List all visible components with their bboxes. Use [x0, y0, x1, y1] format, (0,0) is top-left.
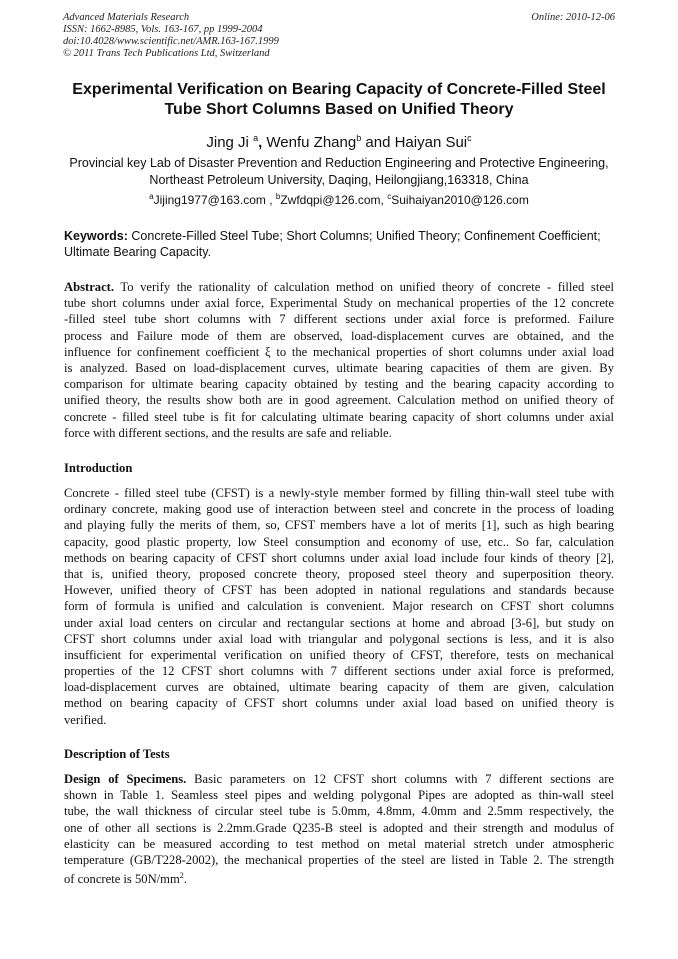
text-line: [64, 344, 614, 360]
authors: [0, 133, 678, 151]
text-line: [64, 409, 614, 425]
issn: ISSN: 1662-8985, Vols. 163-167, pp 1999-2004: [63, 24, 263, 35]
author-separator: ,: [258, 134, 263, 151]
line-text: one of other all sections is 2.2mm.Grade Q235-B steel is adopted and their strength and modulus of: [64, 820, 614, 835]
emails: [0, 192, 678, 207]
line-text: properties of the 12 CFST short columns with 7 different sections under axial force is preformed,: [64, 664, 614, 679]
line-text: verified.: [64, 712, 107, 727]
line-text: methods on bearing capacity of CFST short columns under axial load include four kinds of theory [2],: [64, 550, 614, 565]
keywords: [64, 228, 614, 260]
section-heading: Introduction: [64, 461, 133, 475]
author-sup: b: [356, 133, 362, 143]
keywords-text: Concrete-Filled Steel Tube; Short Columns; Unified Theory; Confinement Coefficient; Ultimate Bearing Capacity.: [64, 229, 601, 259]
affiliation-line: Provincial key Lab of Disaster Prevention and Reduction Engineering and Protective Engineering,: [69, 156, 609, 170]
text-line: [64, 376, 614, 392]
text-line: [64, 582, 614, 598]
journal-header: [63, 12, 279, 60]
section-heading: Description of Tests: [64, 747, 170, 761]
text-line: [64, 485, 614, 501]
text-line: [64, 803, 614, 819]
text-line: [64, 550, 614, 566]
line-text: CFST short columns under axial load with triangular and polygonal sections is less, and it is also: [64, 631, 614, 646]
text-line: [64, 787, 614, 803]
paper-title: [40, 80, 638, 120]
paragraph-lead: Abstract.: [64, 280, 115, 294]
email: Zwfdqpi@126.com,: [280, 193, 384, 207]
line-text: unified theory, the results show both are in good agreement. Calculation method on unified theory of: [64, 393, 614, 408]
text-line: [64, 311, 614, 327]
introduction-body: [64, 485, 614, 728]
text-line: [64, 820, 614, 836]
line-text: -filled steel tube short columns with 7 different sections under axial force is preformed. Failure: [64, 312, 614, 327]
line-text: capacity, good plastic property, low Steel consumption and economy of use, etc.. So far, calculation: [64, 534, 614, 549]
text-line: [64, 501, 614, 517]
line-text: load-displacement curves are obtained, ultimate bearing capacity of them are given, calculation: [64, 680, 614, 695]
affiliation-line: Northeast Petroleum University, Daqing, Heilongjiang,163318, China: [149, 173, 529, 187]
line-text: concrete - filled steel tube is fit for calculating ultimate bearing capacity of short columns under axial: [64, 409, 614, 424]
text-line: [64, 598, 614, 614]
line-text: elasticity can be measured according to test method on metal material stretch under atmospheric: [64, 836, 614, 851]
email-sup: b: [275, 192, 281, 201]
line-text: To verify the rationality of calculation method on unified theory of concrete - filled steel: [114, 280, 614, 294]
author: Wenfu Zhang: [266, 134, 357, 151]
text-line: [64, 425, 614, 441]
text-line: [64, 615, 614, 631]
line-text: tube short columns under axial force, Experimental Study on mechanical properties of the 12 concrete: [64, 296, 614, 311]
email-sup: c: [387, 192, 392, 201]
online-date: Online: 2010-12-06: [531, 12, 615, 23]
text-line: [64, 517, 614, 533]
text-line: [64, 360, 614, 376]
title-line: Experimental Verification on Bearing Capacity of Concrete-Filled Steel: [72, 81, 606, 98]
line-text: influence for confinement coefficient ξ to the mechanical properties of short columns under axial load: [64, 344, 614, 359]
author-sup: a: [253, 133, 259, 143]
email-sup: a: [149, 192, 154, 201]
line-text: form of formula is unified and calculation is convenient. Major research on CFST short columns: [64, 599, 614, 614]
author-sup: c: [467, 133, 472, 143]
text-line: [64, 836, 614, 852]
text-line: [64, 712, 614, 728]
doi: doi:10.4028/www.scientific.net/AMR.163-167.1999: [63, 36, 279, 47]
affiliation: [30, 155, 648, 189]
text-line: [64, 771, 614, 787]
author-separator: and: [365, 134, 391, 151]
text-line: [64, 279, 614, 295]
line-text: insufficient for experimental verification on unified theory of CFST, therefore, tests on mechanical: [64, 647, 614, 662]
text-line: [64, 566, 614, 582]
line-text: tube, the wall thickness of circular steel tube is 5.0mm, 4.8mm, 4.0mm and 2.5mm respectively, the: [64, 804, 614, 819]
abstract: [64, 279, 614, 441]
title-line: Tube Short Columns Based on Unified Theory: [164, 101, 514, 118]
text-line: [64, 534, 614, 550]
line-text: However, unified theory of CFST has been adopted in national regulations and standards because: [64, 583, 614, 598]
line-text: comparison for ultimate bearing capacity obtained by testing and the bearing capacity according to: [64, 377, 614, 392]
line-text: shown in Table 1. Seamless steel pipes and welding polygonal Pipes are adopted as thin-wall steel: [64, 788, 614, 803]
line-text: is analyzed. Based on load-displacement curves, ultimate bearing capacities of them are given. By: [64, 360, 614, 375]
line-text: under axial load centers on circular and rectangular sections at home and abroad [3-6], but study on: [64, 615, 614, 630]
line-text: method on bearing capacity of CFST short columns under axial load based on unified theory is: [64, 696, 614, 711]
superscript: 2: [179, 871, 184, 881]
line-text: that is, unified theory, proposed concrete theory, proposed steel theory and superposition theory.: [64, 566, 614, 581]
author: Haiyan Sui: [394, 134, 468, 151]
text-line: [64, 631, 614, 647]
text-line: [64, 295, 614, 311]
line-text: process and Failure mode of them are observed, load-displacement curves are obtained, and the: [64, 328, 614, 343]
line-end: .: [183, 872, 187, 887]
text-line: [64, 695, 614, 711]
text-line: [64, 852, 614, 868]
copyright: © 2011 Trans Tech Publications Ltd, Switzerland: [63, 48, 270, 59]
journal-name: Advanced Materials Research: [63, 12, 190, 23]
line-text: Basic parameters on 12 CFST short columns with 7 different sections are: [186, 772, 614, 786]
email: Jijing1977@163.com ,: [153, 193, 273, 207]
author: Jing Ji: [206, 134, 249, 151]
line-text: of concrete is 50N/mm: [64, 872, 180, 887]
line-text: temperature (GB/T228-2002), the mechanical properties of the steel are listed in Table 2. The strength: [64, 852, 614, 867]
text-line: [64, 679, 614, 695]
text-line: [64, 328, 614, 344]
text-line: [64, 647, 614, 663]
line-text: force with different sections, and the results are safe and reliable.: [64, 425, 392, 440]
line-text: Concrete - filled steel tube (CFST) is a newly-style member formed by filling thin-wall steel tube with: [64, 486, 614, 500]
text-line: [64, 868, 614, 887]
keywords-label: Keywords:: [64, 229, 128, 243]
tests-body: [64, 771, 614, 887]
email: Suihaiyan2010@126.com: [391, 193, 529, 207]
line-text: and playing fully the merits of them, so, CFST members have a lot of merits [1], such as high bearing: [64, 518, 614, 533]
text-line: [64, 663, 614, 679]
text-line: [64, 392, 614, 408]
paragraph-lead: Design of Specimens.: [64, 772, 187, 786]
line-text: ordinary concrete, making good use of interaction between steel and concrete in the process of loading: [64, 502, 614, 517]
